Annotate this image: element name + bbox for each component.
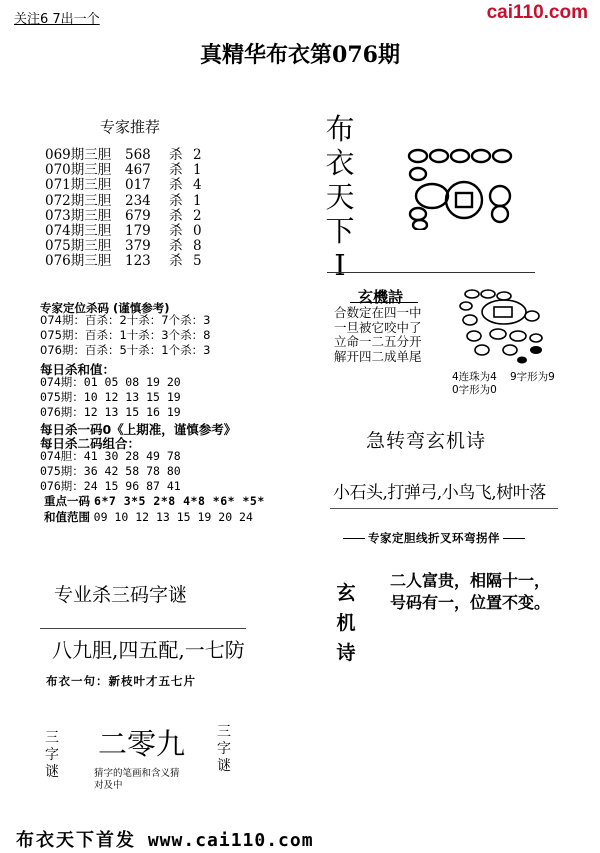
focus-one-values: 6*7 3*5 2*8 4*8 *6* *5* — [94, 494, 265, 508]
list-item: 号码有一，位置不变。 — [390, 593, 551, 612]
list-item: 074期：百杀：2十杀：7个杀：3 — [40, 313, 211, 327]
bead-note-c: 0字形为0 — [452, 384, 497, 396]
list-item: 075期：36 42 58 78 80 — [40, 464, 181, 478]
focus-one-row — [44, 493, 265, 509]
turn-poem-title: 急转弯玄机诗 — [366, 430, 487, 452]
turn-poem-line: 小石头,打弹弓,小鸟飞,树叶落 — [333, 483, 546, 503]
riddle-answer: 八九胆,四五配,一七防 — [52, 638, 245, 662]
list-item: 二人富贵，相隔十一， — [390, 571, 551, 590]
daily-sum-heading: 每日杀和值： — [40, 362, 116, 377]
list-item: 解开四二成单尾 — [334, 348, 422, 364]
expert-picks-heading: 专家推荐 — [100, 118, 161, 136]
list-item: 076期：24 15 96 87 41 — [40, 479, 181, 493]
list-item: 合数定在四一中 — [334, 305, 422, 320]
page-title: 真精华布衣第076期 — [200, 42, 400, 68]
divider — [330, 508, 558, 509]
list-item: 075期：百杀：1十杀：3个杀：8 — [40, 328, 211, 342]
small-bead-illustration — [452, 288, 544, 368]
list-item: 076期：百杀：5十杀：1个杀：3 — [40, 343, 211, 357]
list-item: 070期三胆 467 杀 1 — [45, 162, 202, 179]
list-item: 071期三胆 017 杀 4 — [45, 177, 202, 194]
expert-banner — [340, 530, 528, 546]
expert-banner-text: 专家定胆线折叉环弯拐伴 — [368, 531, 500, 545]
list-item: 076期：12 13 15 16 19 — [40, 405, 181, 419]
daily-kill-two-heading: 每日杀二码组合： — [40, 436, 141, 451]
footer-url[interactable]: www.cai110.com — [147, 830, 314, 851]
list-item: 一旦被它咬中了 — [334, 319, 422, 335]
list-item: 075期三胆 379 杀 8 — [45, 238, 202, 255]
sum-range-values: 09 10 12 13 15 19 20 24 — [93, 510, 253, 524]
position-kill-heading: 专家定位杀码 (谨慎参考) — [40, 301, 170, 315]
poem-title: 玄機詩 — [358, 288, 404, 306]
list-item: 069期三胆 568 杀 2 — [45, 147, 202, 163]
bead-note-b: 9字形为9 — [510, 371, 555, 383]
daily-sum-list — [40, 375, 181, 420]
footer-prefix: 布衣天下首发 — [16, 830, 136, 851]
list-item: 074期三胆 179 杀 0 — [45, 223, 202, 240]
bead-notes — [452, 371, 555, 397]
riddle-label-left: 三字谜 — [45, 730, 59, 780]
focus-one-label: 重点一码 — [44, 494, 90, 508]
follow-note: 关注6 7出一个 — [14, 12, 100, 27]
banner-dash-right — [503, 538, 525, 539]
list-item: 076期三胆 123 杀 5 — [45, 253, 202, 270]
poem-lines — [334, 306, 422, 364]
riddle-line: 布衣一句：新枝叶才五七片 — [46, 674, 196, 688]
daily-kill-two-list — [40, 449, 181, 494]
position-kill-list — [40, 313, 210, 358]
list-item: 074胆：41 30 28 49 78 — [40, 449, 181, 463]
banner-dash-left — [343, 538, 365, 539]
mystic-vertical-label: 玄机诗 — [336, 582, 356, 664]
bead-note-a: 4连珠为4 — [452, 371, 497, 383]
riddle-heading: 专业杀三码字谜 — [54, 584, 188, 606]
number-riddle-note: 猜字的笔画和含义猜对及中 — [94, 768, 180, 791]
list-item: 立命一二五分开 — [334, 334, 422, 350]
list-item: 073期三胆 679 杀 2 — [45, 207, 202, 224]
mystic-lines — [390, 570, 550, 614]
expert-picks-list — [45, 148, 202, 270]
daily-kill-one: 每日杀一码0《上期准，谨慎参考》 — [40, 422, 237, 437]
site-logo-text[interactable]: cai110.com — [486, 2, 588, 23]
riddle-label-right: 三字谜 — [217, 724, 231, 774]
bead-chain-illustration — [406, 148, 526, 230]
list-item: 072期三胆 234 杀 1 — [45, 192, 202, 209]
list-item: 075期：10 12 13 15 19 — [40, 390, 181, 404]
footer — [16, 826, 314, 852]
bu-yi-vertical-title: 布衣天下I — [325, 112, 355, 282]
poem-title-underline — [350, 302, 418, 303]
sum-range-label: 和值范围 — [44, 510, 90, 524]
sum-range-row — [44, 509, 253, 525]
list-item: 074期：01 05 08 19 20 — [40, 375, 181, 389]
number-riddle-text: 二零九 — [98, 727, 186, 761]
